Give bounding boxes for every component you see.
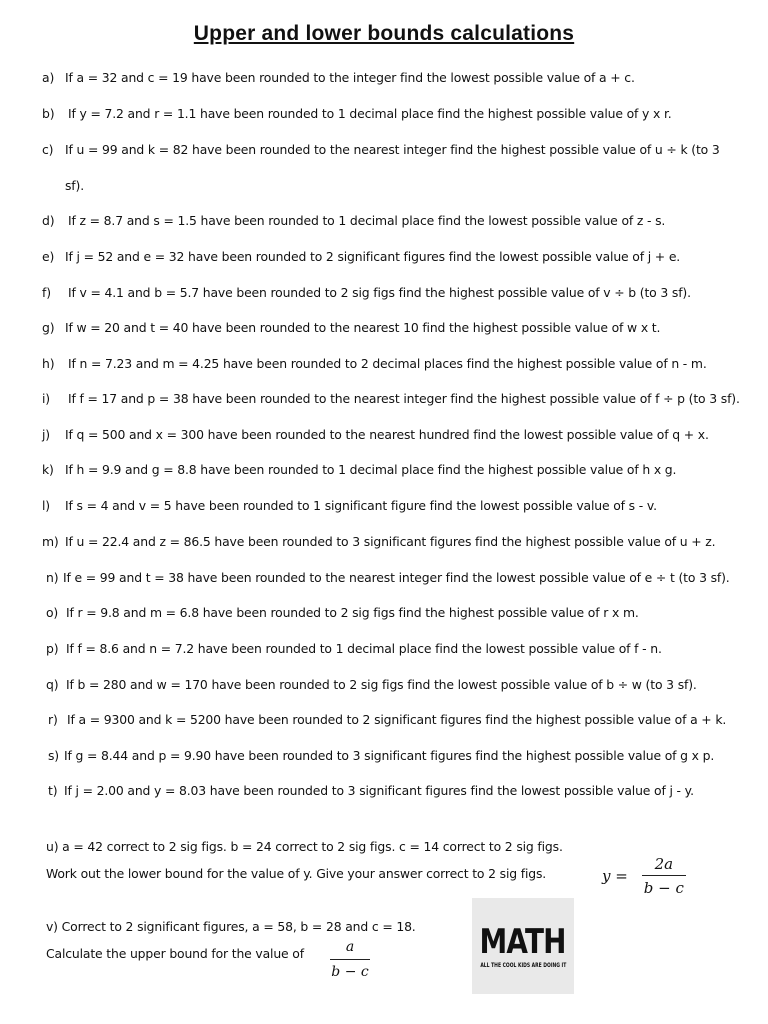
question-u-line1: u) a = 42 correct to 2 sig figs. b = 24 correct to 2 sig figs. c = 14 correct to 2 sig figs. (46, 839, 563, 854)
question-label: f) (42, 285, 51, 300)
question-label: j) (42, 427, 50, 442)
question-text-continuation: sf). (65, 178, 84, 193)
question-label: l) (42, 498, 50, 513)
question-text: If v = 4.1 and b = 5.7 have been rounded to 2 sig figs find the highest possible value of v ÷ b (to 3 sf). (68, 285, 691, 300)
question-label: e) (42, 249, 55, 264)
question-text: If u = 22.4 and z = 86.5 have been rounded to 3 significant figures find the highest possible value of u + z. (65, 534, 716, 549)
question-text: If n = 7.23 and m = 4.25 have been rounded to 2 decimal places find the highest possible value of n - m. (68, 356, 707, 371)
question-label: d) (42, 213, 55, 228)
question-text: If a = 9300 and k = 5200 have been rounded to 2 significant figures find the highest possible value of a + k. (67, 712, 727, 727)
question-label: t) (48, 783, 58, 798)
formula-y-denominator: b − c (643, 879, 684, 897)
formula-v-denominator: b − c (331, 964, 369, 980)
question-text: If s = 4 and v = 5 have been rounded to 1 significant figure find the lowest possible value of s - v. (65, 498, 657, 513)
question-label: h) (42, 356, 55, 371)
question-label: o) (46, 605, 59, 620)
question-v-line2: Calculate the upper bound for the value of (46, 946, 304, 961)
question-label: q) (46, 677, 59, 692)
question-text: If b = 280 and w = 170 have been rounded to 2 sig figs find the lowest possible value of b ÷ w (to 3 sf). (66, 677, 697, 692)
formula-y-lhs: y = (602, 867, 628, 885)
question-text: If f = 8.6 and n = 7.2 have been rounded to 1 decimal place find the lowest possible value of f - n. (66, 641, 662, 656)
formula-v-fraction (330, 939, 370, 980)
question-text: If y = 7.2 and r = 1.1 have been rounded to 1 decimal place find the highest possible value of y x r. (68, 106, 672, 121)
question-label: n) (46, 570, 59, 585)
question-u-line2: Work out the lower bound for the value of y. Give your answer correct to 2 sig figs. (46, 866, 547, 881)
page-title: Upper and lower bounds calculations (193, 22, 575, 45)
math-logo-image (472, 898, 574, 994)
question-text: If j = 52 and e = 32 have been rounded to 2 significant figures find the lowest possible value of j + e. (65, 249, 681, 264)
logo-small-text: ALL THE COOL KIDS ARE DOING IT (480, 961, 566, 969)
question-text: If f = 17 and p = 38 have been rounded to the nearest integer find the highest possible value of f ÷ p (to 3 sf). (68, 391, 740, 406)
question-text: If g = 8.44 and p = 9.90 have been rounded to 3 significant figures find the highest possible value of g x p. (64, 748, 715, 763)
question-label: g) (42, 320, 55, 335)
logo-big-text: MATH (479, 921, 567, 962)
question-label: i) (42, 391, 50, 406)
question-text: If q = 500 and x = 300 have been rounded to the nearest hundred find the lowest possible value of q + x. (65, 427, 709, 442)
question-text: If z = 8.7 and s = 1.5 have been rounded to 1 decimal place find the lowest possible value of z - s. (68, 213, 666, 228)
question-label: s) (48, 748, 59, 763)
question-text: If w = 20 and t = 40 have been rounded to the nearest 10 find the highest possible value of w x t. (65, 320, 661, 335)
question-label: a) (42, 70, 55, 85)
question-label: b) (42, 106, 55, 121)
question-label: k) (42, 462, 54, 477)
question-text: If a = 32 and c = 19 have been rounded to the integer find the lowest possible value of a + c. (65, 70, 635, 85)
question-text: If r = 9.8 and m = 6.8 have been rounded to 2 sig figs find the highest possible value of r x m. (66, 605, 639, 620)
question-label: r) (48, 712, 58, 727)
question-label: c) (42, 142, 54, 157)
question-label: p) (46, 641, 59, 656)
question-v-line1: v) Correct to 2 significant figures, a = 58, b = 28 and c = 18. (46, 919, 416, 934)
formula-y-numerator: 2a (654, 855, 674, 873)
formula-y (602, 854, 686, 898)
formula-v-numerator: a (345, 939, 355, 955)
formula-y-fraction (642, 855, 686, 897)
question-text: If e = 99 and t = 38 have been rounded to the nearest integer find the lowest possible value of e ÷ t (to 3 sf). (63, 570, 730, 585)
question-text: If u = 99 and k = 82 have been rounded to the nearest integer find the highest possible value of u ÷ k (to 3 (65, 142, 720, 157)
question-text: If j = 2.00 and y = 8.03 have been rounded to 3 significant figures find the lowest possible value of j - y. (64, 783, 694, 798)
question-label: m) (42, 534, 59, 549)
question-text: If h = 9.9 and g = 8.8 have been rounded to 1 decimal place find the highest possible value of h x g. (65, 462, 677, 477)
